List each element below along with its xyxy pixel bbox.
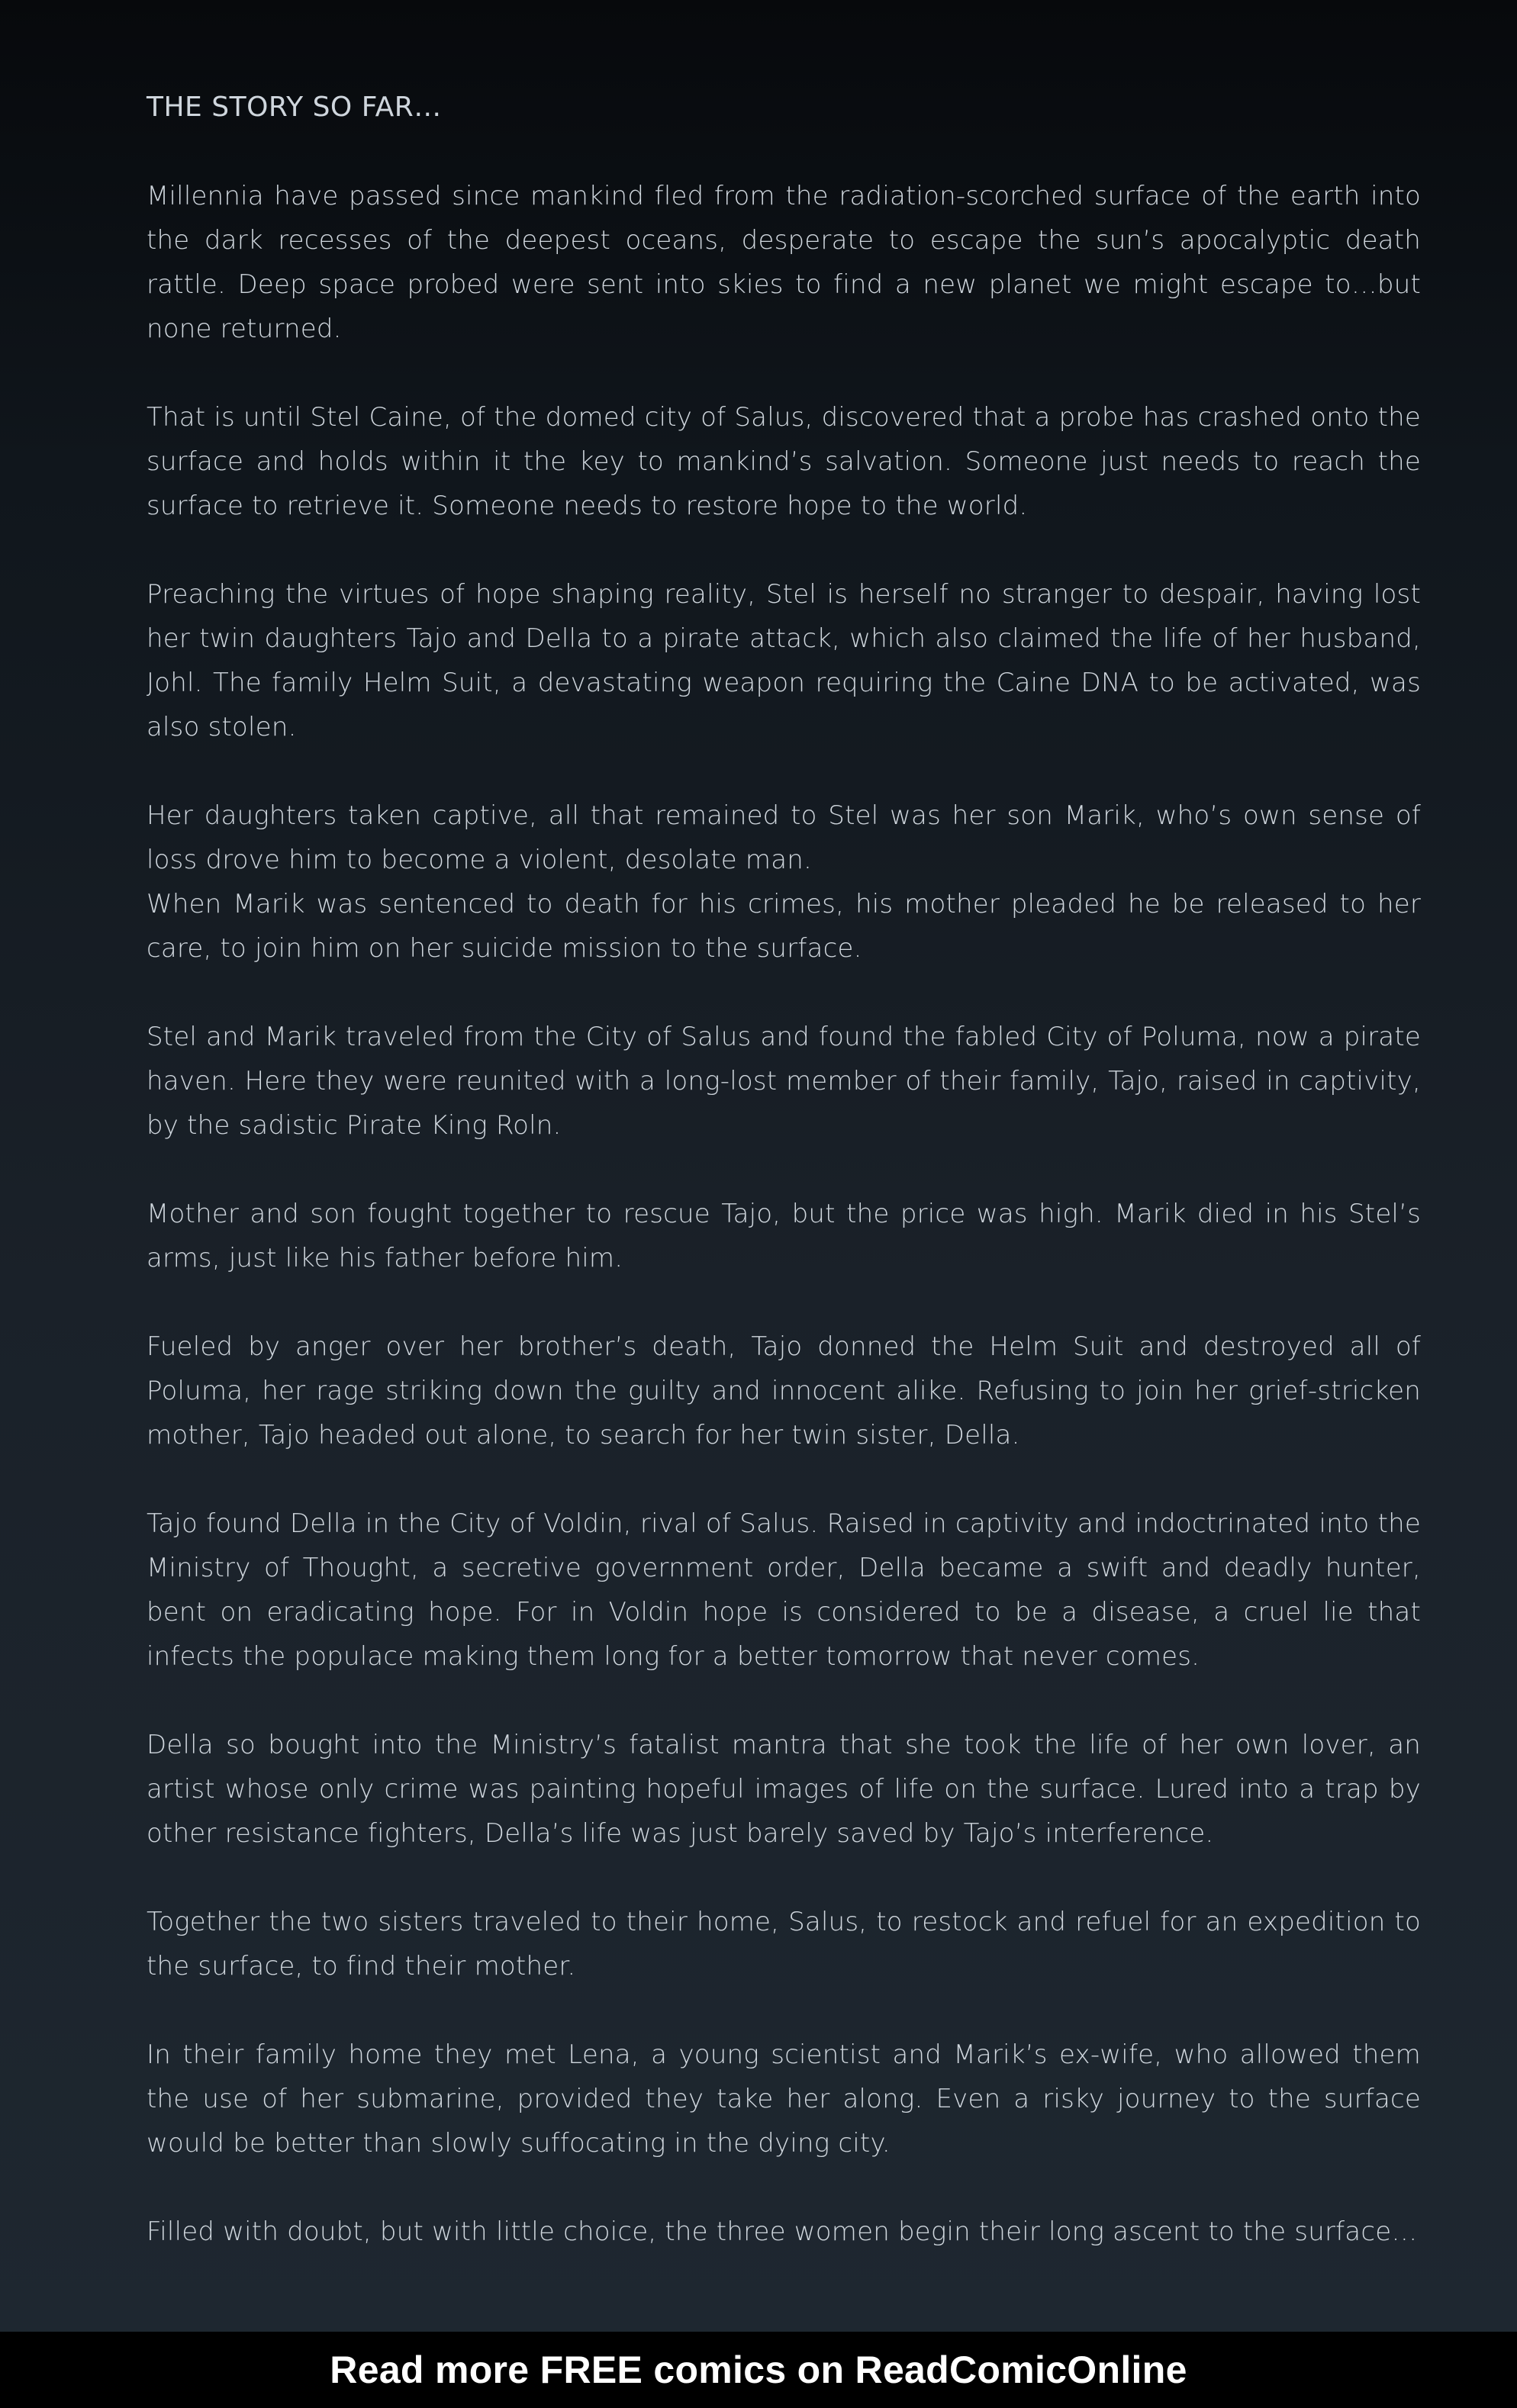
paragraph-ascent: Filled with doubt, but with little choice, the three women begin their long ascent to the surface…	[147, 2216, 1418, 2247]
paragraph-voldin: Tajo found Della in the City of Voldin, rival of Salus. Raised in captivity and indoctrinated into the Ministry of Thought, a secretive government order, Della became a swift and deadly hunter, bent on eradicating hope. For in Voldin hope is considered to be a disease, a cruel lie that infects the populace making them long for a better tomorrow that never comes.	[147, 1508, 1421, 1672]
paragraph-rescue-tajo: Mother and son fought together to rescue Tajo, but the price was high. Marik died in his Stel’s arms, just like his father before him.	[147, 1199, 1421, 1273]
paragraph-daughters-taken: Her daughters taken captive, all that remained to Stel was her son Marik, who’s own sense of loss drove him to become a violent, desolate man.	[147, 800, 1421, 875]
paragraph-sisters-home: Together the two sisters traveled to their home, Salus, to restock and refuel for an expedition to the surface, to find their mother.	[147, 1907, 1421, 1981]
paragraph-ministry: Della so bought into the Ministry’s fatalist mantra that she took the life of her own lover, an artist whose only crime was painting hopeful images of life on the surface. Lured into a trap by other resistance fighters, Della’s life was just barely saved by Tajo’s interference.	[147, 1730, 1421, 1849]
paragraph-helm-suit: Fueled by anger over her brother’s death, Tajo donned the Helm Suit and destroyed all of Poluma, her rage striking down the guilty and innocent alike. Refusing to join her grief-stricken mother, Tajo headed out alone, to search for her twin sister, Della.	[147, 1331, 1421, 1450]
footer-banner	[0, 2332, 1517, 2408]
page-title: THE STORY SO FAR…	[147, 92, 442, 123]
read-more-link[interactable]: Read more FREE comics on ReadComicOnline	[330, 2348, 1187, 2391]
paragraph-lena: In their family home they met Lena, a young scientist and Marik’s ex-wife, who allowed them the use of her submarine, provided they take her along. Even a risky journey to the surface would be better than slowly suffocating in the dying city.	[147, 2039, 1421, 2159]
paragraph-preaching: Preaching the virtues of hope shaping reality, Stel is herself no stranger to despair, having lost her twin daughters Tajo and Della to a pirate attack, which also claimed the life of her husband, Johl. The family Helm Suit, a devastating weapon requiring the Caine DNA to be activated, was also stolen.	[147, 579, 1421, 742]
paragraph-stel-caine: That is until Stel Caine, of the domed city of Salus, discovered that a probe has crashed onto the surface and holds within it the key to mankind’s salvation. Someone just needs to reach the surface to retrieve it. Someone needs to restore hope to the world.	[147, 402, 1421, 521]
paragraph-poluma: Stel and Marik traveled from the City of Salus and found the fabled City of Poluma, now a pirate haven. Here they were reunited with a long-lost member of their family, Tajo, raised in captivity, by the sadistic Pirate King Roln.	[147, 1022, 1421, 1141]
paragraph-marik-sentenced: When Marik was sentenced to death for his crimes, his mother pleaded he be released to her care, to join him on her suicide mission to the surface.	[147, 889, 1421, 964]
story-text-block	[147, 85, 1421, 2298]
paragraph-intro: Millennia have passed since mankind fled from the radiation-scorched surface of the earth into the dark recesses of the deepest oceans, desperate to escape the sun’s apocalyptic death rattle. Deep space probed were sent into skies to find a new planet we might escape to…but none returned.	[147, 181, 1421, 344]
